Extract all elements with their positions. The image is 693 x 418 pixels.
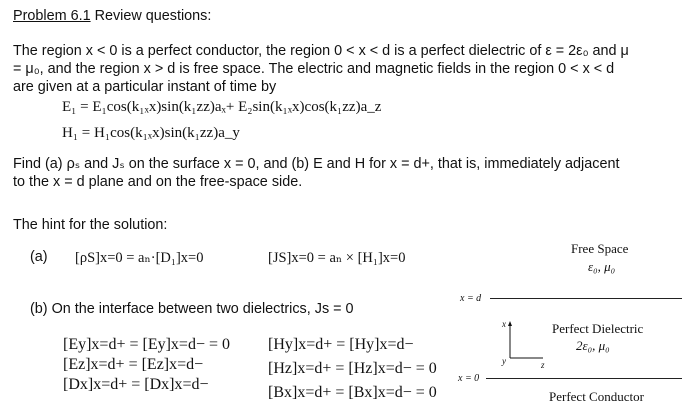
hint-a-equation-surface-current: [JS]x=0 = aₙ × [H₁]x=0 [268, 250, 406, 266]
hint-b-right-eq-3: [Bx]x=d+ = [Bx]x=d− = 0 [268, 384, 437, 401]
axis-z-label: z [541, 360, 545, 370]
hint-b-left-eq-3: [Dx]x=d+ = [Dx]x=d− [63, 376, 209, 393]
find-line-2: to the x = d plane and on the free-space side. [13, 174, 303, 190]
axis-x-label: x [502, 319, 506, 329]
perfect-dielectric-label: Perfect Dielectric [552, 321, 644, 336]
hint-a-equation-surface-charge: [ρS]x=0 = aₙ·[D₁]x=0 [75, 250, 204, 266]
x-equals-d-label: x = d [460, 293, 482, 304]
equation-e-field [62, 99, 381, 116]
hint-b-left-eq-1: [Ey]x=d+ = [Ey]x=d− = 0 [63, 336, 230, 353]
problem-title [13, 7, 211, 25]
hint-b-label: (b) On the interface between two dielectrics, Js = 0 [30, 301, 354, 317]
problem-number: Problem 6.1 [13, 8, 91, 24]
interface-line-x-0 [486, 378, 682, 379]
perfect-conductor-label: Perfect Conductor [549, 389, 644, 404]
problem-subtitle: Review questions: [90, 8, 212, 24]
hint-b-right-eq-2: [Hz]x=d+ = [Hz]x=d− = 0 [268, 360, 437, 377]
hint-heading: The hint for the solution: [13, 217, 168, 233]
x-equals-0-label: x = 0 [458, 373, 480, 384]
statement-line-2: = μ₀, and the region x > d is free space. The electric and magnetic fields in the region 0 < x < d [13, 61, 615, 77]
equation-h-field [62, 125, 240, 142]
hint-b-right-eq-1: [Hy]x=d+ = [Hy]x=d− [268, 336, 414, 353]
free-space-params: ε₀, μ₀ [588, 259, 616, 274]
hint-b-left-eq-2: [Ez]x=d+ = [Ez]x=d− [63, 356, 204, 373]
x-axis-arrow [508, 321, 512, 326]
free-space-label: Free Space [571, 241, 629, 256]
interface-line-x-d [490, 298, 682, 299]
find-line-1: Find (a) ρₛ and Jₛ on the surface x = 0, and (b) E and H for x = d+, that is, immediately adjacent [13, 156, 620, 172]
statement-line-1: The region x < 0 is a perfect conductor, the region 0 < x < d is a perfect dielectric of ε = 2ε₀ and μ [13, 43, 629, 59]
equation-h-text: H₁ = H₁cos(k₁ₓx)sin(k₁zz)a_y [62, 125, 240, 141]
dielectric-params: 2ε₀, μ₀ [576, 338, 610, 353]
statement-line-3: are given at a particular instant of time by [13, 79, 277, 95]
equation-e-text: E₁ = E₁cos(k₁ₓx)sin(k₁zz)aₓ+ E₂sin(k₁ₓx)cos(k₁zz)a_z [62, 99, 382, 115]
hint-a-label: (a) [30, 249, 48, 265]
axis-y-label: y [502, 356, 506, 366]
